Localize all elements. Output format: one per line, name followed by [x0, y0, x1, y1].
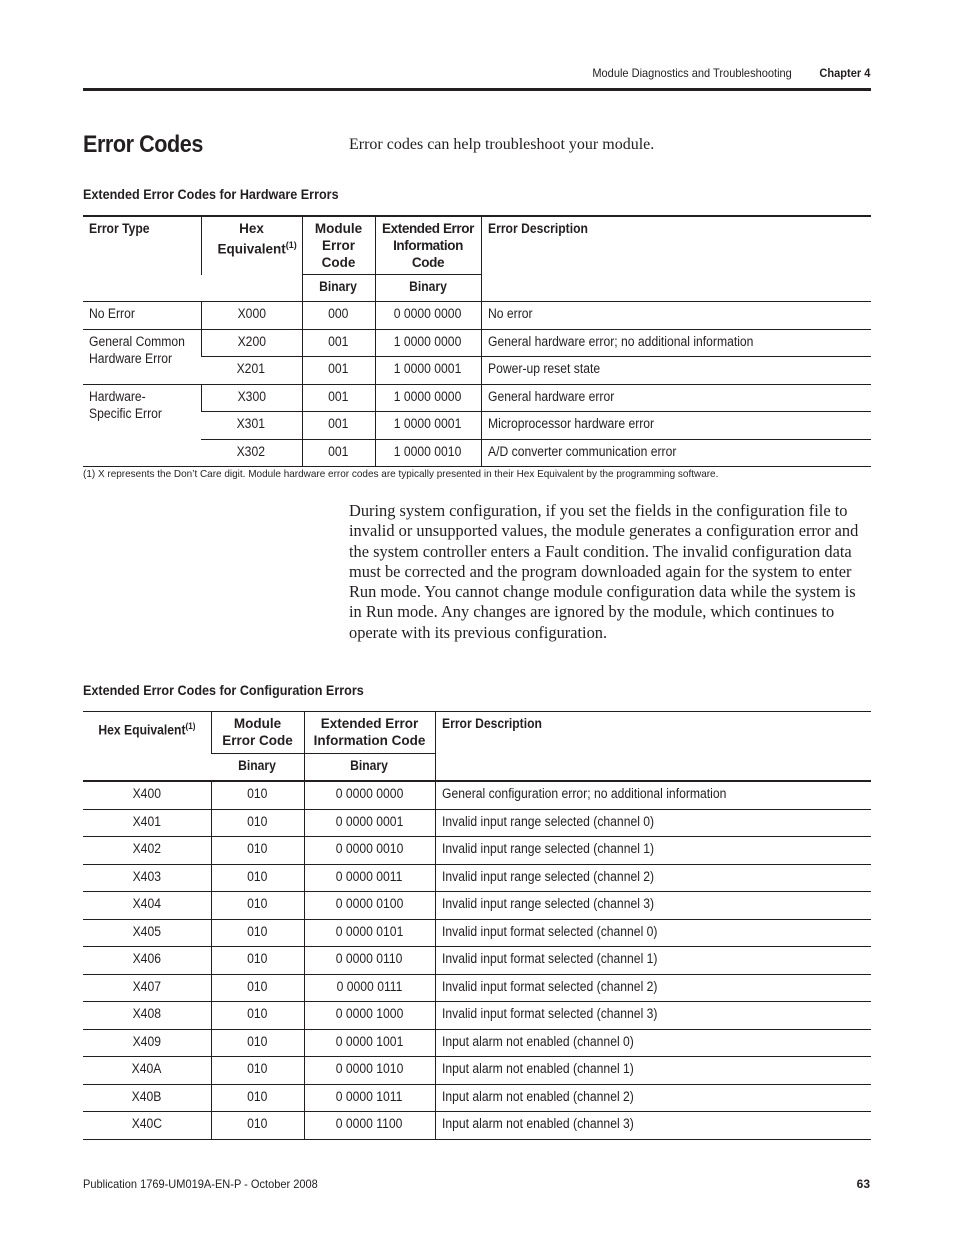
module-code-cell: 010 — [211, 892, 304, 920]
table-row — [83, 919, 871, 947]
ext-code-cell: 0 0000 0001 — [304, 809, 435, 837]
hex-cell: X401 — [83, 809, 211, 837]
hex-cell: X40A — [83, 1057, 211, 1085]
description-cell: Input alarm not enabled (channel 1) — [435, 1057, 871, 1085]
table-row — [83, 329, 871, 357]
cfg-header-extended-info-code: Extended Error Information Code — [304, 712, 435, 754]
description-cell: General hardware error — [481, 384, 871, 412]
table-row — [83, 412, 871, 440]
footnote-ref: (1) — [185, 721, 196, 731]
ext-code-cell: 0 0000 1000 — [304, 1002, 435, 1030]
description-cell: Microprocessor hardware error — [481, 412, 871, 440]
hex-cell: X403 — [83, 864, 211, 892]
ext-code-cell: 0 0000 0010 — [304, 837, 435, 865]
page-title: Error Codes — [83, 131, 203, 158]
module-code-cell: 001 — [302, 439, 375, 467]
table-row — [83, 892, 871, 920]
hex-cell: X200 — [201, 329, 302, 357]
description-cell: General hardware error; no additional information — [481, 329, 871, 357]
ext-code-cell: 0 0000 0000 — [304, 781, 435, 809]
table-row — [83, 837, 871, 865]
ext-code-cell: 0 0000 1010 — [304, 1057, 435, 1085]
description-cell: Invalid input range selected (channel 1) — [435, 837, 871, 865]
description-cell: Input alarm not enabled (channel 3) — [435, 1112, 871, 1140]
table-row — [83, 357, 871, 385]
hw-header-error-description: Error Description — [481, 216, 871, 302]
hex-cell: X40C — [83, 1112, 211, 1140]
header-rule — [83, 88, 871, 91]
cfg-table-caption: Extended Error Codes for Configuration Errors — [83, 682, 364, 698]
ext-code-cell: 0 0000 0011 — [304, 864, 435, 892]
description-cell: Power-up reset state — [481, 357, 871, 385]
module-code-cell: 010 — [211, 1057, 304, 1085]
table-row — [83, 1002, 871, 1030]
cfg-header-module-error-code: Module Error Code — [211, 712, 304, 754]
hw-table-footnote: (1) X represents the Don’t Care digit. Module hardware error codes are typically presented in their Hex Equivalent by the programming software. — [83, 468, 719, 480]
ext-code-cell: 0 0000 1100 — [304, 1112, 435, 1140]
hex-cell: X300 — [201, 384, 302, 412]
description-cell: Input alarm not enabled (channel 0) — [435, 1029, 871, 1057]
hex-cell: X402 — [83, 837, 211, 865]
module-code-cell: 010 — [211, 974, 304, 1002]
description-cell: Invalid input range selected (channel 3) — [435, 892, 871, 920]
table-row — [83, 809, 871, 837]
error-type-cell: General Common Hardware Error — [83, 329, 201, 384]
footer-publication: Publication 1769-UM019A-EN-P - October 2008 — [83, 1177, 318, 1191]
module-code-cell: 000 — [302, 302, 375, 330]
module-code-cell: 010 — [211, 781, 304, 809]
table-row — [83, 1029, 871, 1057]
ext-code-cell: 0 0000 0100 — [304, 892, 435, 920]
description-cell: Invalid input range selected (channel 2) — [435, 864, 871, 892]
ext-code-cell: 0 0000 0111 — [304, 974, 435, 1002]
table-row — [83, 302, 871, 330]
module-code-cell: 010 — [211, 1029, 304, 1057]
hex-cell: X400 — [83, 781, 211, 809]
config-error-table — [83, 711, 871, 1140]
table-row — [83, 439, 871, 467]
module-code-cell: 001 — [302, 412, 375, 440]
hw-header-blank — [201, 275, 302, 302]
running-header-section: Module Diagnostics and Troubleshooting — [592, 66, 792, 80]
ext-code-cell: 0 0000 1011 — [304, 1084, 435, 1112]
module-code-cell: 010 — [211, 947, 304, 975]
module-code-cell: 001 — [302, 329, 375, 357]
page-number: 63 — [856, 1177, 870, 1191]
running-header-chapter: Chapter 4 — [819, 66, 870, 80]
hex-cell: X408 — [83, 1002, 211, 1030]
hw-header-module-error-code: Module Error Code — [302, 216, 375, 275]
hw-header-extended-info-code: Extended Error Information Code — [375, 216, 481, 275]
description-cell: Input alarm not enabled (channel 2) — [435, 1084, 871, 1112]
module-code-cell: 010 — [211, 1084, 304, 1112]
table-row — [83, 1057, 871, 1085]
error-type-cell: No Error — [83, 302, 201, 330]
ext-code-cell: 0 0000 0110 — [304, 947, 435, 975]
hex-cell: X404 — [83, 892, 211, 920]
description-cell: Invalid input format selected (channel 2) — [435, 974, 871, 1002]
ext-code-cell: 1 0000 0010 — [375, 439, 481, 467]
hex-cell: X407 — [83, 974, 211, 1002]
hw-header-binary-ext: Binary — [375, 275, 481, 302]
error-type-cell: Hardware-Specific Error — [83, 384, 201, 467]
hw-header-binary-module: Binary — [302, 275, 375, 302]
description-cell: Invalid input format selected (channel 1) — [435, 947, 871, 975]
hardware-error-table — [83, 215, 871, 467]
ext-code-cell: 1 0000 0000 — [375, 329, 481, 357]
ext-code-cell: 1 0000 0001 — [375, 357, 481, 385]
body-text: During system configuration, if you set the fields in the configuration file to invalid or unsupported values, the module generates a configuration error and the system controller enters a Fault condition. The invalid configuration data must be corrected and the program downloaded again for the system to enter Run mode. You cannot change module configuration data while the system is in Run mode. Any changes are ignored by the module, which continues to operate with its previous configuration. — [349, 501, 859, 642]
module-code-cell: 010 — [211, 837, 304, 865]
hex-cell: X405 — [83, 919, 211, 947]
ext-code-cell: 1 0000 0001 — [375, 412, 481, 440]
hex-cell: X000 — [201, 302, 302, 330]
config-error-paragraph — [349, 501, 869, 643]
cfg-header-binary-ext: Binary — [304, 754, 435, 782]
module-code-cell: 001 — [302, 384, 375, 412]
footnote-ref: (1) — [285, 240, 297, 250]
ext-code-cell: 0 0000 0101 — [304, 919, 435, 947]
module-code-cell: 010 — [211, 864, 304, 892]
ext-code-cell: 0 0000 0000 — [375, 302, 481, 330]
hw-header-error-type: Error Type — [83, 216, 201, 302]
cfg-header-hex: Hex Equivalent$^{(1)}$ — [83, 712, 211, 782]
intro-text: Error codes can help troubleshoot your module. — [349, 136, 655, 153]
description-cell: A/D converter communication error — [481, 439, 871, 467]
module-code-cell: 010 — [211, 919, 304, 947]
description-cell: Invalid input range selected (channel 0) — [435, 809, 871, 837]
hex-cell: X409 — [83, 1029, 211, 1057]
hex-cell: X302 — [201, 439, 302, 467]
table-row — [83, 974, 871, 1002]
cfg-header-binary-module: Binary — [211, 754, 304, 782]
hex-cell: X406 — [83, 947, 211, 975]
hex-cell: X301 — [201, 412, 302, 440]
description-cell: Invalid input format selected (channel 0) — [435, 919, 871, 947]
hex-cell: X201 — [201, 357, 302, 385]
table-row — [83, 1112, 871, 1140]
module-code-cell: 010 — [211, 1112, 304, 1140]
module-code-cell: 001 — [302, 357, 375, 385]
table-row — [83, 781, 871, 809]
hw-table-caption: Extended Error Codes for Hardware Errors — [83, 186, 339, 202]
hw-header-hex: Hex Equivalent$^{(1)}$ — [201, 216, 302, 275]
module-code-cell: 010 — [211, 1002, 304, 1030]
description-cell: General configuration error; no additional information — [435, 781, 871, 809]
table-row — [83, 384, 871, 412]
hex-cell: X40B — [83, 1084, 211, 1112]
description-cell: No error — [481, 302, 871, 330]
cfg-header-error-description: Error Description — [435, 712, 871, 782]
ext-code-cell: 0 0000 1001 — [304, 1029, 435, 1057]
table-row — [83, 947, 871, 975]
description-cell: Invalid input format selected (channel 3) — [435, 1002, 871, 1030]
table-row — [83, 1084, 871, 1112]
module-code-cell: 010 — [211, 809, 304, 837]
table-row — [83, 864, 871, 892]
ext-code-cell: 1 0000 0000 — [375, 384, 481, 412]
